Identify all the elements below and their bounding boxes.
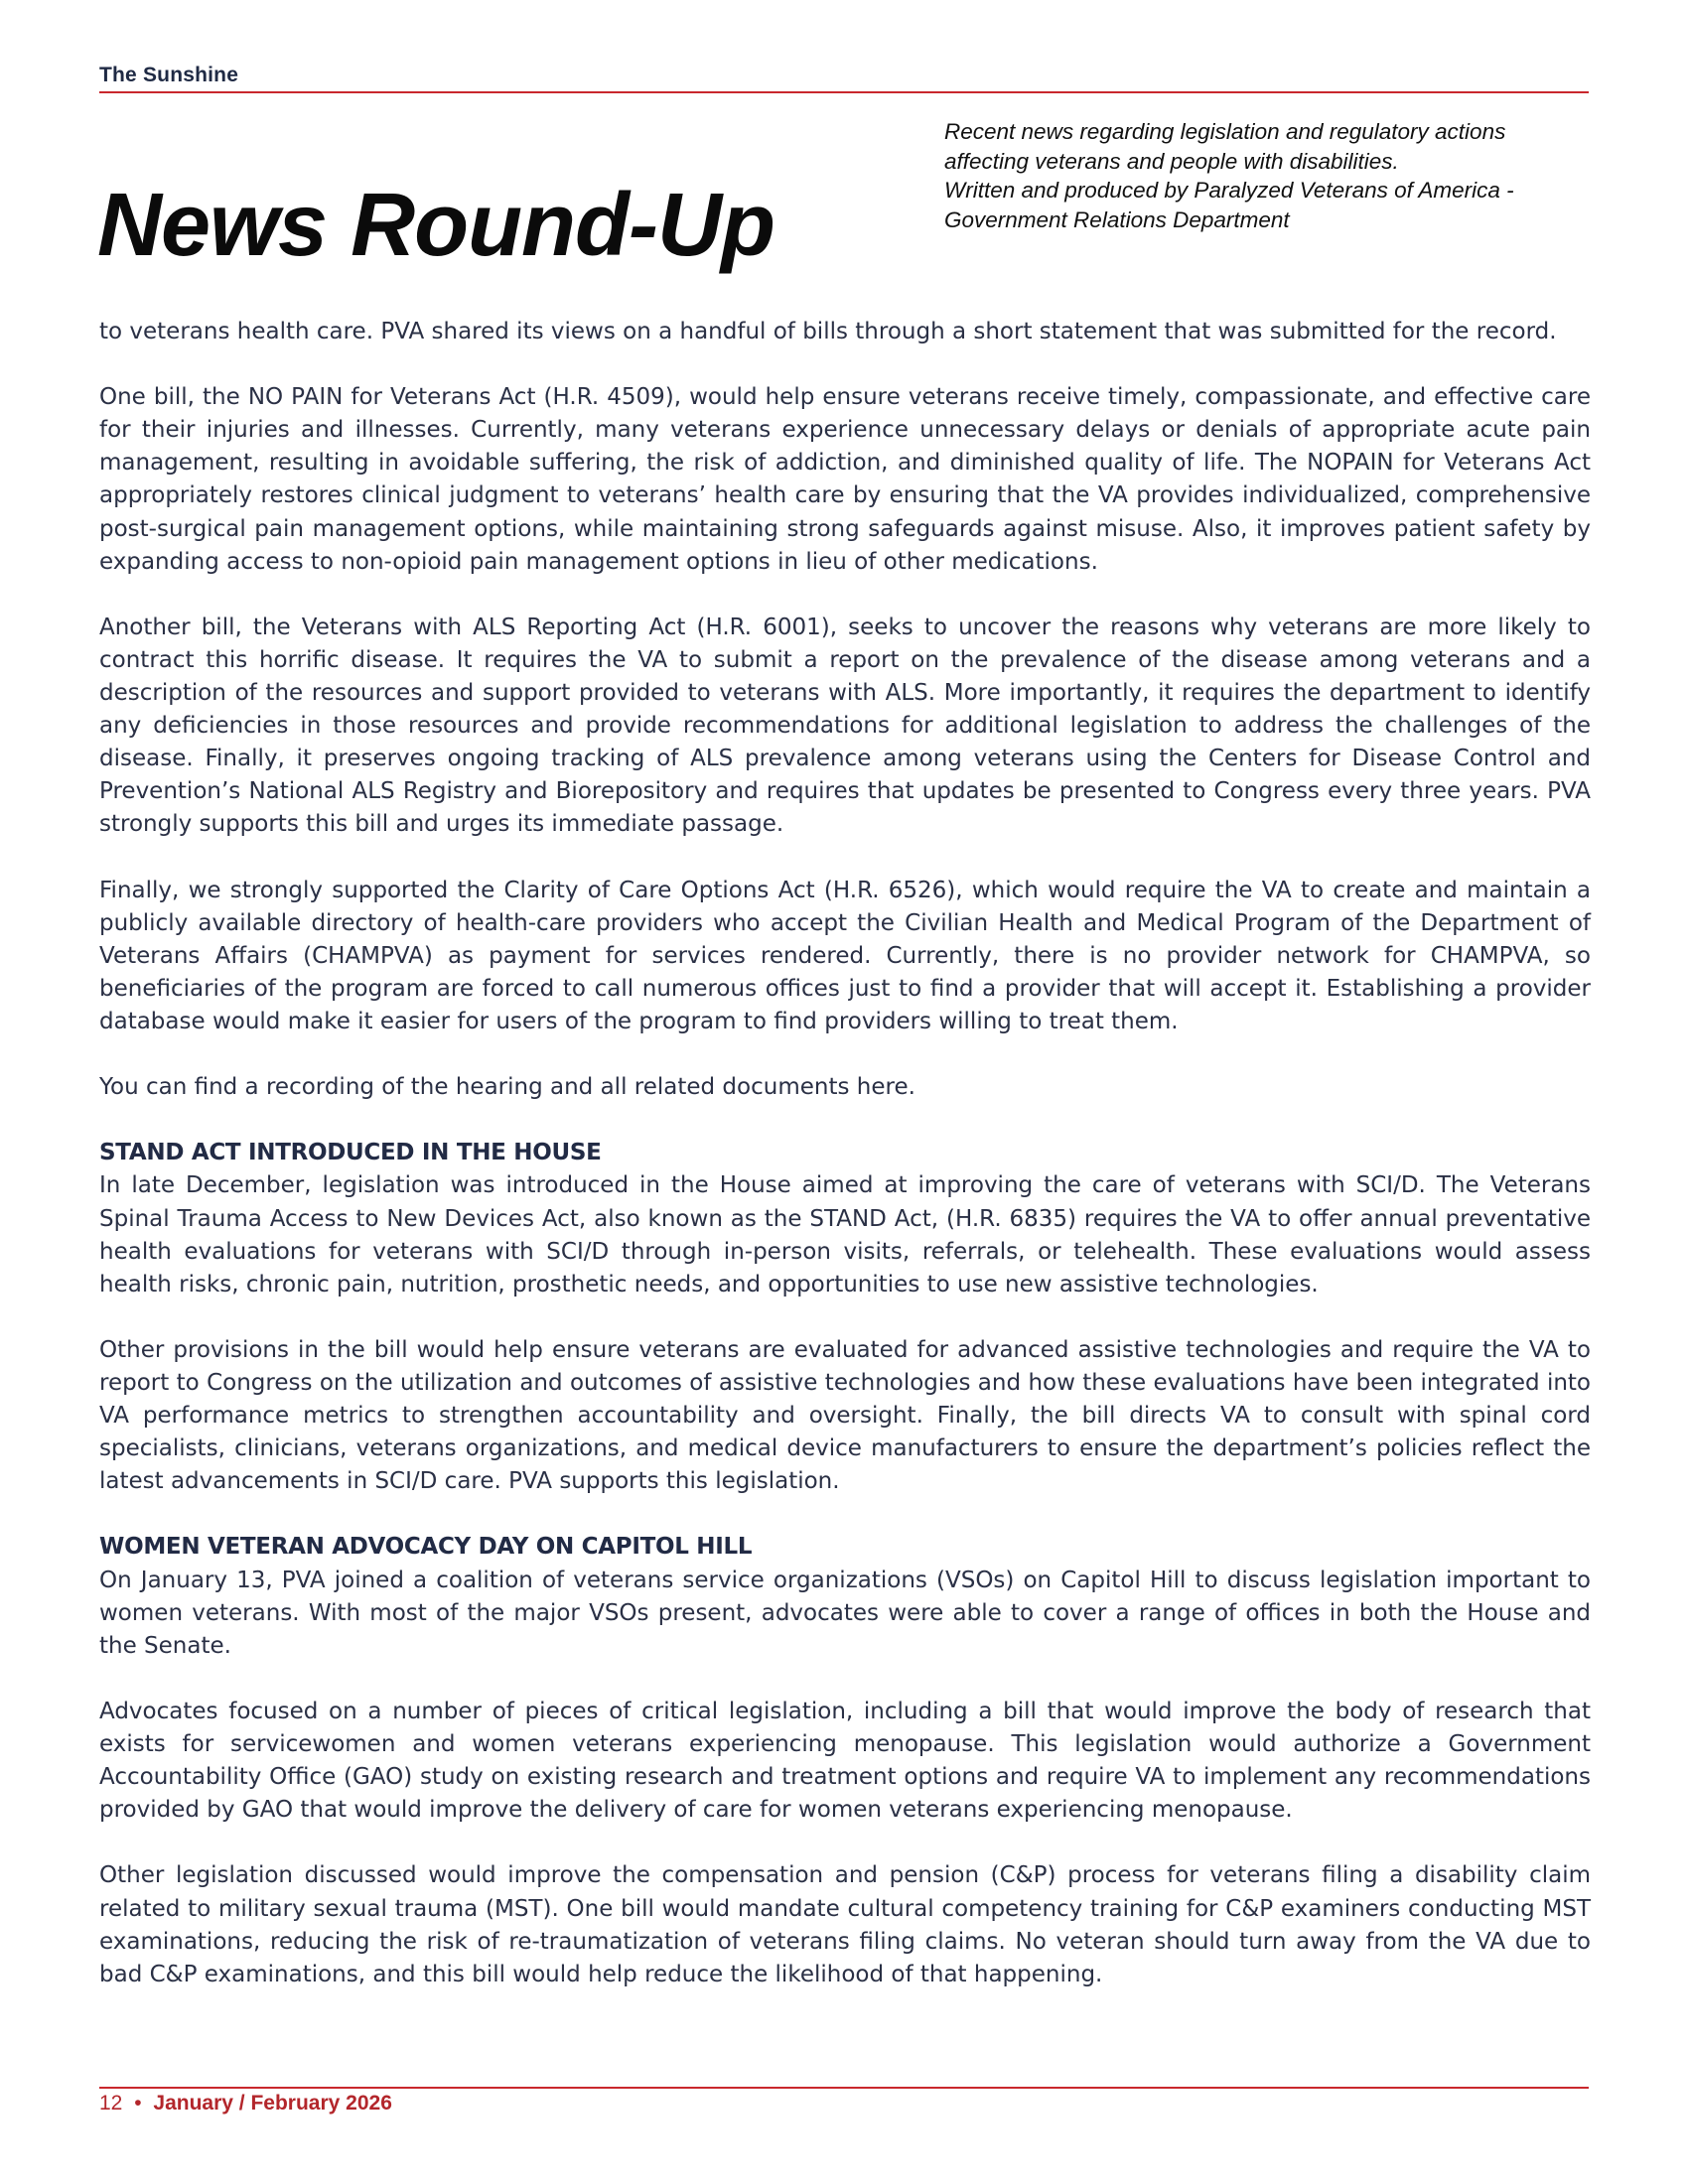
issue-date: January / February 2026	[153, 2092, 392, 2115]
footer-rule	[99, 2087, 1589, 2089]
page-title: News Round-Up	[97, 176, 774, 276]
paragraph: One bill, the NO PAIN for Veterans Act (H.R. 4509), would help ensure veterans receive timely, compassionate, and effective care for their injuries and illnesses. Currently, many veterans experience unnecessary delays or denials of appropriate acute pain management, resulting in avoidable suffering, the risk of addiction, and diminished quality of life. The NOPAIN for Veterans Act appropriately restores clinical judgment to veterans’ health care by ensuring that the VA provides individualized, comprehensive post-surgical pain management options, while maintaining strong safeguards against misuse. Also, it improves patient safety by expanding access to non-opioid pain management options in lieu of other medications.	[99, 384, 1591, 575]
paragraph: Another bill, the Veterans with ALS Reporting Act (H.R. 6001), seeks to uncover the reasons why veterans are more likely to contract this horrific disease. It requires the VA to submit a report on the prevalence of the disease among veterans and a description of the resources and support provided to veterans with ALS. More importantly, it requires the department to identify any deficiencies in those resources and provide recommendations for additional legislation to address the challenges of the disease. Finally, it preserves ongoing tracking of ALS prevalence among veterans using the Centers for Disease Control and Prevention’s National ALS Registry and Biorepository and requires that updates be presented to Congress every three years. PVA strongly supports this bill and urges its immediate passage.	[99, 614, 1591, 838]
paragraph: On January 13, PVA joined a coalition of veterans service organizations (VSOs) on Capitol Hill to discuss legislation important to women veterans. With most of the major VSOs present, advocates were able to cover a range of offices in both the House and the Senate.	[99, 1567, 1591, 1659]
paragraph: Finally, we strongly supported the Clarity of Care Options Act (H.R. 6526), which would require the VA to create and maintain a publicly available directory of health-care providers who accept the Civilian Health and Medical Program of the Department of Veterans Affairs (CHAMPVA) as payment for services rendered. Currently, there is no provider network for CHAMPVA, so beneficiaries of the program are forced to call numerous offices just to find a provider that will accept it. Establishing a provider database would make it easier for users of the program to find providers willing to treat them.	[99, 877, 1591, 1034]
paragraph: In late December, legislation was introduced in the House aimed at improving the care of veterans with SCI/D. The Veterans Spinal Trauma Access to New Devices Act, also known as the STAND Act, (H.R. 6835) requires the VA to offer annual preventative health evaluations for veterans with SCI/D through in-person visits, referrals, or telehealth. These evaluations would assess health risks, chronic pain, nutrition, prosthetic needs, and opportunities to use new assistive technologies.	[99, 1172, 1591, 1297]
subtitle-line: affecting veterans and people with disabilities.	[944, 148, 1399, 174]
paragraph: to veterans health care. PVA shared its views on a handful of bills through a short statement that was submitted for the record.	[99, 319, 1557, 344]
header-rule	[99, 91, 1589, 93]
section-description	[944, 117, 1590, 234]
subtitle-line: Written and produced by Paralyzed Veterans of America -	[944, 178, 1514, 203]
subtitle-line: Recent news regarding legislation and regulatory actions	[944, 119, 1506, 144]
hearing-recording-paragraph: You can find a recording of the hearing and all related documents here.	[99, 1074, 915, 1101]
page-number: 12	[99, 2092, 123, 2115]
page-footer	[99, 2092, 392, 2116]
paragraph: Advocates focused on a number of pieces of critical legislation, including a bill that would improve the body of research that exists for servicewomen and women veterans experiencing menopause. This legislation would authorize a Government Accountability Office (GAO) study on existing research and treatment options and require VA to implement any recommendations provided by GAO that would improve the delivery of care for women veterans experiencing menopause.	[99, 1698, 1591, 1824]
paragraph: Other provisions in the bill would help ensure veterans are evaluated for advanced assistive technologies and require the VA to report to Congress on the utilization and outcomes of assistive technologies and how these evaluations have been integrated into VA performance metrics to strengthen accountability and oversight. Finally, the bill directs VA to consult with spinal cord specialists, clinicians, veterans organizations, and medical device manufacturers to ensure the department’s policies reflect the latest advancements in SCI/D care. PVA supports this legislation.	[99, 1336, 1591, 1495]
paragraph: Other legislation discussed would improve the compensation and pension (C&P) process for veterans filing a disability claim related to military sexual trauma (MST). One bill would mandate cultural competency training for C&P examiners conducting MST examinations, reducing the risk of re-traumatization of veterans filing claims. No veteran should turn away from the VA due to bad C&P examinations, and this bill would help reduce the likelihood of that happening.	[99, 1862, 1591, 1987]
section-heading-women-veteran-advocacy: WOMEN VETERAN ADVOCACY DAY ON CAPITOL HILL	[99, 1534, 753, 1561]
bullet-separator: •	[134, 2092, 142, 2115]
subtitle-line: Government Relations Department	[944, 206, 1290, 232]
running-head: The Sunshine	[99, 64, 239, 86]
section-heading-stand-act: STAND ACT INTRODUCED IN THE HOUSE	[99, 1140, 602, 1166]
article-body	[99, 316, 1591, 2024]
